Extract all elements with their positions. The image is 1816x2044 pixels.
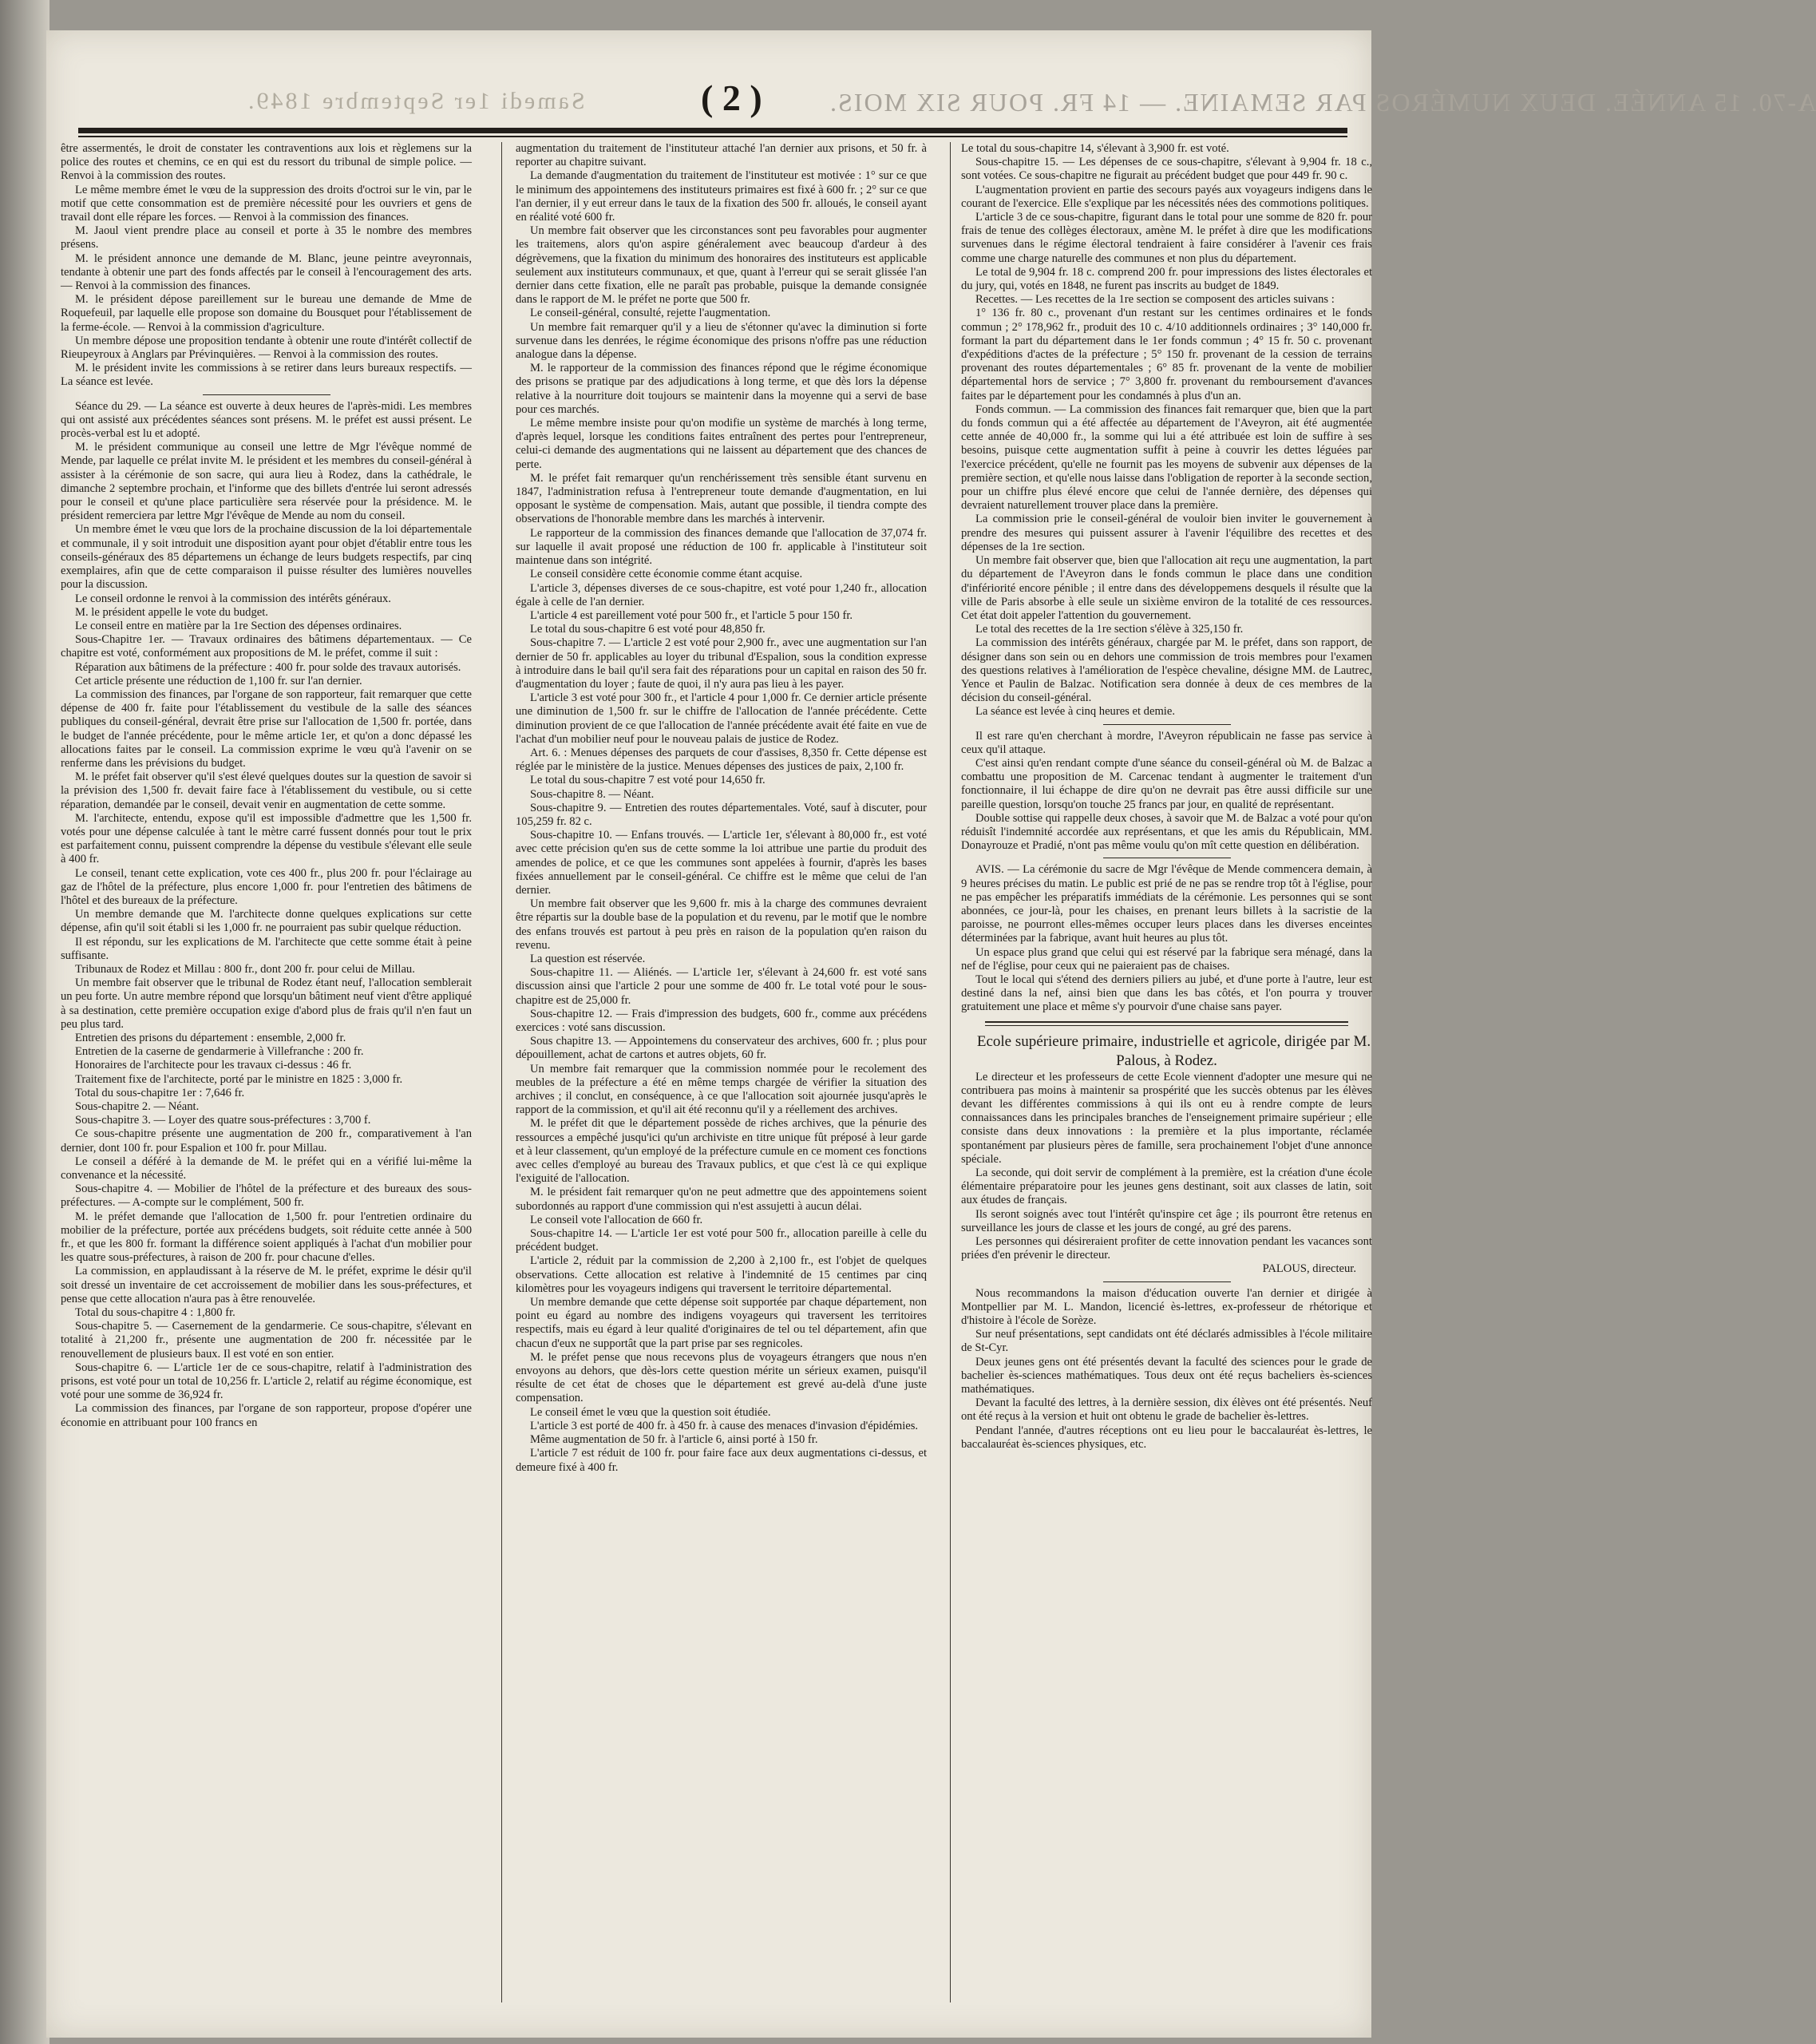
paragraph: Fonds commun. — La commission des finances fait remarquer que, bien que la part du fonds commun qui a été affectée au département de l'Aveyron, ait été augmentée cette année de 40,000 fr., la somme qui lui a été attribuée est loin de suffire à ses besoins, puisque cette augmentation suffit à peine à couvrir les dettes léguées par l'exercice précédent, qu'elle ne fournit pas les moyens de subvenir aux dépenses de la première section, et qu'elle nous laisse dans l'obligation de reporter à la seconde section, pour un chiffre plus élevé encore que celui de l'année dernière, des dépenses qui devraient naturellement trouver place dans la première. [961, 402, 1372, 513]
paragraph: L'article 2, réduit par la commission de 2,200 à 2,100 fr., est l'objet de quelques observations. Cette allocation est relative à l'indemnité de 15 centimes par cinq kilomètres pour les voyageurs indigens qui traversent le territoire départemental. [516, 1254, 927, 1295]
header-bleedthrough-left: Samedi 1er Septembre 1849. [246, 88, 585, 114]
paragraph: Sous-chapitre 9. — Entretien des routes départementales. Voté, sauf à discuter, pour 105,259 fr. 82 c. [516, 801, 927, 828]
header-bleedthrough-right: A-70. 15 ANNÉE. DEUX NUMÉROS PAR SEMAINE. — 14 FR. POUR SIX MOIS. [829, 88, 1816, 117]
paragraph: 1° 136 fr. 80 c., provenant d'un restant sur les centimes ordinaires et le fonds commun ; 2° 178,962 fr., produit des 10 c. 4/10 additionnels ordinaires ; 3° 140,000 fr. formant la part du département dans le 1er fonds commun ; 4° 15 fr. 50 c. provenant d'expéditions d'actes de la préfecture ; 5° 150 fr. provenant de la cession de terrains provenant des routes départementales ; 6° 85 fr. provenant de la vente de mobilier départemental hors de service ; 7° 3,800 fr. provenant du remboursement d'avances faites par le département pour les condamnés à plus d'un an. [961, 307, 1372, 402]
scan-binding-edge [0, 0, 49, 2044]
paragraph: AVIS. — La cérémonie du sacre de Mgr l'évêque de Mende commencera demain, à 9 heures précises du matin. Le public est prié de ne pas se rendre trop tôt à l'église, pour ne pas empêcher les préparatifs immédiats de la cérémonie. Les personnes qui se sont abonnées, ce jour-là, pour les chaises, en prenant leurs billets à la sacristie de la paroisse, ne pourront elles-mêmes occuper leurs places dans les diverses enceintes déterminées par la fabrique, avant huit heures au plus tôt. [961, 863, 1372, 945]
paragraph: Le conseil, tenant cette explication, vote ces 400 fr., plus 200 fr. pour l'éclairage au gaz de l'hôtel de la préfecture, plus encore 1,000 fr. pour l'entretien des bâtimens de l'hôtel et des bureaux de la préfecture. [61, 866, 472, 907]
paragraph: Ils seront soignés avec tout l'intérêt qu'inspire cet âge ; ils pourront être retenus en surveillance les jours de classe et les jours de congé, au gré des parens. [961, 1207, 1372, 1234]
paragraph: M. Jaoul vient prendre place au conseil et porte à 35 le nombre des membres présens. [61, 224, 472, 252]
paragraph: C'est ainsi qu'en rendant compte d'une séance du conseil-général où M. de Balzac a combattu une proposition de M. Carcenac tendant à augmenter le traitement d'un fonctionnaire, il lui échappe de dire qu'on ne devrait pas être aussi difficile sur une pareille question, lorsqu'on touche 25 francs par jour, en qualité de représentant. [961, 756, 1372, 811]
paragraph: Réparation aux bâtimens de la préfecture : 400 fr. pour solde des travaux autorisés. [75, 660, 461, 674]
paragraph: Les personnes qui désireraient profiter de cette innovation pendant les vacances sont priées d'en prévenir le directeur. [961, 1235, 1372, 1262]
section-rule [1103, 1281, 1231, 1282]
paragraph: augmentation du traitement de l'instituteur attaché l'an dernier aux prisons, et 50 fr. à reporter au chapitre suivant. [516, 142, 927, 169]
paragraph: M. le préfet demande que l'allocation de 1,500 fr. pour l'entretien ordinaire du mobilier de la préfecture, portée aux précédens budgets, soit réduite cette année à 500 fr., et que les 800 fr. formant la différence soient appliqués à l'achat d'un mobilier pour les quatre sous-préfectures, à raison de 200 fr. pour chacune d'elles. [61, 1210, 472, 1265]
paragraph: Le conseil vote l'allocation de 660 fr. [530, 1213, 703, 1226]
paragraph: Tribunaux de Rodez et Millau : 800 fr., dont 200 fr. pour celui de Millau. [75, 962, 415, 976]
paragraph: Cet article présente une réduction de 1,100 fr. sur l'an dernier. [75, 674, 362, 687]
paragraph: Ce sous-chapitre présente une augmentation de 200 fr., comparativement à l'an dernier, dont 100 fr. pour Espalion et 100 fr. pour Millau. [61, 1127, 472, 1155]
paragraph: M. l'architecte, entendu, expose qu'il est impossible d'admettre que les 1,500 fr. votés pour une dépense calculée à tant le mètre carré fussent donnés pour tout le prix est parfaitement connu, puissent comprendre la dépense du vestibule s'élevant elle seule à 400 fr. [61, 811, 472, 866]
paragraph: M. le préfet pense que nous recevons plus de voyageurs étrangers que nous n'en envoyons au dehors, que dès-lors cette question mérite un sérieux examen, puisqu'il résulte de cet état de choses que le département est grevé au-delà d'une juste compensation. [516, 1350, 927, 1405]
paragraph: Le directeur et les professeurs de cette Ecole viennent d'adopter une mesure qui ne contribuera pas moins à maintenir sa prospérité que les succès obtenus par les élèves devant les différentes commissions à qui ils ont eu à rendre compte de leurs connaissances dans les principales branches de l'enseignement primaire supérieur ; elle consiste dans deux innovations : la première et la plus importante, réclamée spontanément par plusieurs pères de famille, sera prochainement l'objet d'une annonce spéciale. [961, 1070, 1372, 1166]
paragraph: Sous-chapitre 14. — L'article 1er est voté pour 500 fr., allocation pareille à celle du précédent budget. [516, 1227, 927, 1254]
paragraph: Le même membre émet le vœu de la suppression des droits d'octroi sur le vin, par le motif que cette consommation est de première nécessité pour les ouvriers et gens de travail dont elle répare les forces. — Renvoi à la commission des finances. [61, 183, 472, 224]
paragraph: Un espace plus grand que celui qui est réservé par la fabrique sera ménagé, dans la nef de l'église, pour ceux qui ne paieraient pas de chaises. [961, 945, 1372, 972]
page-number: ( 2 ) [701, 77, 762, 118]
paragraph: Le rapporteur de la commission des finances demande que l'allocation de 37,074 fr. sur laquelle il avait proposé une réduction de 100 fr. applicable à l'instituteur soit maintenue dans son intégrité. [516, 526, 927, 568]
column-divider [950, 142, 951, 2002]
paragraph: L'article 7 est réduit de 100 fr. pour faire face aux deux augmentations ci-dessus, et demeure fixé à 400 fr. [516, 1447, 927, 1474]
paragraph: Art. 6. : Menues dépenses des parquets de cour d'assises, 8,350 fr. Cette dépense est réglée par le ministère de la justice. Menues dépenses des justices de paix, 2,100 fr. [516, 746, 927, 774]
paragraph: L'article 3 est voté pour 300 fr., et l'article 4 pour 1,000 fr. Ce dernier article présente une diminution de 1,500 fr. sur le chiffre de l'allocation de l'année précédente. Cette diminution provient de ce que l'allocation de l'année précédente avait été faite en vue de l'achat d'un mobilier neuf pour le nouveau palais de justice de Rodez. [516, 691, 927, 746]
paragraph: Un membre fait observer que, bien que l'allocation ait reçu une augmentation, la part du département de l'Aveyron dans le fonds commun le place dans une condition d'infériorité encore pénible ; il entre dans des développemens desquels il résulte que la ville de Paris absorbe à elle seule un sixième environ de la totalité de ces ressources. Cet état doit appeler l'attention du gouvernement. [961, 554, 1372, 622]
section-rule [1103, 724, 1231, 725]
paragraph: M. le président fait remarquer qu'on ne peut admettre que des appointemens soient subordonnés au rapport d'une commission qui n'est assujetti à aucun délai. [516, 1186, 927, 1213]
paragraph: M. le préfet dit que le département possède de riches archives, que la pénurie des ressources a empêché jusqu'ici qu'un archiviste en titre unique fût préposé à leur garde et à leur classement, qu'un employé de la préfecture cumule en ce moment ces fonctions avec celles d'employé au bureau des Travaux publics, et que c'est là ce qui explique l'exiguité de l'allocation. [516, 1117, 927, 1186]
column-2 [516, 142, 927, 2010]
paragraph: L'article 3 de ce sous-chapitre, figurant dans le total pour une somme de 820 fr. pour frais de tenue des collèges électoraux, amène M. le préfet à dire que les modifications survenues dans le régime électoral tendraient à faire considérer à l'avenir ces frais comme une charge naturelle des communes et non plus du département. [961, 211, 1372, 265]
notice-rule [985, 1021, 1348, 1026]
paragraph: Total du sous-chapitre 4 : 1,800 fr. [75, 1306, 235, 1320]
paragraph: Devant la faculté des lettres, à la dernière session, dix élèves ont été présentés. Neuf ont été reçus à la version et huit ont obtenu le grade de bachelier ès-lettres. [961, 1396, 1372, 1424]
paragraph: Sous chapitre 13. — Appointemens du conservateur des archives, 600 fr. ; plus pour dépouillement, achat de cartons et autres objets, 60 fr. [516, 1035, 927, 1062]
paragraph: Un membre demande que M. l'architecte donne quelques explications sur cette dépense, afin qu'il soit établi si les 1,000 fr. ne pourraient pas subir quelque réduction. [61, 908, 472, 935]
paragraph: Un membre fait observer que les 9,600 fr. mis à la charge des communes devraient être répartis sur la double base de la population et du revenu, par le motif que le nombre des enfans trouvés est partout à peu près en raison de la population qu'en raison du revenu. [516, 897, 927, 952]
paragraph: Entretien de la caserne de gendarmerie à Villefranche : 200 fr. [75, 1045, 364, 1059]
paragraph: La commission, en applaudissant à la réserve de M. le préfet, exprime le désir qu'il soit dressé un inventaire de cet accroissement de mobilier dans les sous-préfectures, et pense que cette allocation n'aura pas à être renouvelée. [61, 1265, 472, 1305]
paragraph: Même augmentation de 50 fr. à l'article 6, ainsi porté à 150 fr. [530, 1433, 818, 1447]
paragraph: Le conseil entre en matière par la 1re Section des dépenses ordinaires. [75, 619, 402, 632]
paragraph: La demande d'augmentation du traitement de l'instituteur est motivée : 1° sur ce que le minimum des appointemens des instituteurs primaires est fixé à 600 fr. ; 2° sur ce que l'an dernier, il y eut erreur dans le taux de la fixation des 500 fr. alloués, le conseil ayant en réalité voté 600 fr. [516, 169, 927, 224]
paragraph: M. le président invite les commissions à se retirer dans leurs bureaux respectifs. — La séance est levée. [61, 362, 472, 389]
paragraph: être assermentés, le droit de constater les contraventions aux lois et règlemens sur la police des routes et chemins, ce en qui est du ressort du tribunal de simple police. — Renvoi à la commission des routes. [61, 142, 472, 183]
paragraph: Sur neuf présentations, sept candidats ont été déclarés admissibles à l'école militaire de St-Cyr. [961, 1328, 1372, 1355]
paragraph: Sous-chapitre 15. — Les dépenses de ce sous-chapitre, s'élevant à 9,904 fr. 18 c., sont votées. Ce sous-chapitre ne figurait au précédent budget que pour 449 fr. 90 c. [961, 156, 1372, 183]
paragraph: Double sottise qui rappelle deux choses, à savoir que M. de Balzac a voté pour qu'on réduisît l'indemnité accordée aux représentans, et que les amis du Républicain, MM. Donayrouze et Pradié, n'ont pas même voulu qu'on mît cette question en délibération. [961, 811, 1372, 853]
section-rule [203, 394, 330, 395]
column-divider [501, 142, 502, 2002]
paragraph: Le total du sous-chapitre 14, s'élevant à 3,900 fr. est voté. [961, 142, 1229, 155]
paragraph: La commission des intérêts généraux, chargée par M. le préfet, dans son rapport, de désigner dans son sein ou en dehors une commission de trois membres pour l'examen des questions relatives à l'amélioration de l'espèce chevaline, désigne MM. de Lautrec, Yence et Paulin de Balzac. Notification sera donnée à deux de ces membres de la décision du conseil-général. [961, 636, 1372, 705]
paragraph: L'article 3, dépenses diverses de ce sous-chapitre, est voté pour 1,240 fr., allocation égale à celle de l'an dernier. [516, 581, 927, 608]
paragraph: M. le rapporteur de la commission des finances répond que le régime économique des prisons se pratique par des adjudications à long terme, et que dès lors la dépense relative à la nourriture doit toujours se maintenir dans la moyenne qui a servi de base pour ces marchés. [516, 362, 927, 416]
paragraph: Le total de 9,904 fr. 18 c. comprend 200 fr. pour impressions des listes électorales et du jury, qui, votés en 1848, ne furent pas inscrits au budget de 1849. [961, 265, 1372, 293]
paragraph: M. le préfet fait observer qu'il s'est élevé quelques doutes sur la question de savoir si la prévision des 1,500 fr. devait faire face à l'établissement du vestibule, ou si cette réparation, demandée par le conseil, devait venir en augmentation de cette somme. [61, 770, 472, 811]
header-rule-thin [78, 136, 1347, 137]
paragraph: Le même membre insiste pour qu'on modifie un système de marchés à long terme, d'après lequel, lorsque les conditions faites entraînent des pertes pour l'entrepreneur, celui-ci demande des augmentations qui ne laissent au département que des chances de perte. [516, 417, 927, 471]
paragraph: L'augmentation provient en partie des secours payés aux voyageurs indigens dans le courant de l'exercice. Elle s'explique par les nécessités nées des commotions politiques. [961, 183, 1372, 210]
paragraph: Entretien des prisons du département : ensemble, 2,000 fr. [75, 1032, 346, 1044]
paragraph: Un membre dépose une proposition tendante à obtenir une route d'intérêt collectif de Rieupeyroux à Anglars par Prévinquières. — Renvoi à la commission des routes. [61, 334, 472, 362]
paragraph: La commission des finances, par l'organe de son rapporteur, fait remarquer que cette dépense de 400 fr. faite pour l'établissement du vestibule de la salle des séances publiques du conseil-général, devrait être prise sur l'allocation de 1,500 fr. portée, dans le budget de l'année précédente, pour le même article 1er, et qu'on a donc dépassé les allocations faites par le conseil. La commission exprime le vœu qu'à l'avenir on se renferme dans les prévisions du budget. [61, 687, 472, 770]
paragraph: Tout le local qui s'étend des derniers piliers au jubé, et d'une porte à l'autre, leur est destiné dans la nef, ainsi bien que dans les bas côtés, et l'on pourra y trouver gratuitement une place et même s'y pourvoir d'une chaise sans payer. [961, 972, 1372, 1014]
paragraph: M. le président annonce une demande de M. Blanc, jeune peintre aveyronnais, tendante à obtenir une part des fonds affectés par le conseil à l'encouragement des arts. — Renvoi à la commission des finances. [61, 252, 472, 293]
paragraph: Honoraires de l'architecte pour les travaux ci-dessus : 46 fr. [75, 1059, 352, 1072]
signature: PALOUS, directeur. [1262, 1262, 1356, 1276]
paragraph: Un membre fait remarquer qu'il y a lieu de s'étonner qu'avec la diminution si forte survenue dans les denrées, le régime économique des prisons n'offre pas une réduction analogue dans la dépense. [516, 320, 927, 362]
paragraph: Traitement fixe de l'architecte, porté par le ministre en 1825 : 3,000 fr. [75, 1072, 403, 1086]
paragraph: Sous-chapitre 8. — Néant. [530, 787, 655, 801]
paragraph: Sous-chapitre 10. — Enfans trouvés. — L'article 1er, s'élevant à 80,000 fr., est voté avec cette précision qu'en sus de cette somme la loi attribue une partie du produit des amendes de police, et ce que les communes sont appelées à fournir, d'après les bases fixées annuellement par le conseil-général. Ce chiffre est le même que celui de l'an dernier. [516, 829, 927, 897]
paragraph: Le total du sous-chapitre 6 est voté pour 48,850 fr. [530, 623, 766, 636]
paragraph: Nous recommandons la maison d'éducation ouverte l'an dernier et dirigée à Montpellier par M. L. Mandon, licencié ès-lettres, ex-professeur de rhétorique et d'histoire à l'école de Sorèze. [961, 1286, 1372, 1328]
newspaper-page [46, 30, 1816, 2038]
column-3 [961, 142, 1372, 2010]
column-1 [61, 142, 472, 2010]
paragraph: M. le président dépose pareillement sur le bureau une demande de Mme de Roquefeuil, par laquelle elle propose son domaine du Bousquet pour l'établissement de la ferme-école. — Renvoi à la commission d'agriculture. [61, 293, 472, 334]
paragraph: L'article 3 est porté de 400 fr. à 450 fr. à cause des menaces d'invasion d'épidémies. [530, 1419, 919, 1432]
paragraph: Sous-chapitre 7. — L'article 2 est voté pour 2,900 fr., avec une augmentation sur l'an dernier de 50 fr. applicables au loyer du tribunal d'Espalion, sous la condition expresse à introduire dans le bail qu'il sera fait des réparations pour un capital en raison des 50 fr. d'augmentation du loyer ; faute de quoi, il n'y aura pas lieu à les payer. [516, 636, 927, 691]
school-notice-title: Ecole supérieure primaire, industrielle et agricole, dirigée par M. Palous, à Rodez. [976, 1032, 1371, 1069]
paragraph: Le total des recettes de la 1re section s'élève à 325,150 fr. [975, 623, 1244, 636]
paragraph: Le conseil a déféré à la demande de M. le préfet qui en a vérifié lui-même la convenance et la nécessité. [61, 1155, 472, 1182]
paragraph: La commission prie le conseil-général de vouloir bien inviter le gouvernement à prendre des mesures qui puissent assurer à l'avenir l'équilibre des recettes et des dépenses de la 1re section. [961, 513, 1372, 553]
paragraph: Le conseil-général, consulté, rejette l'augmentation. [530, 307, 771, 320]
paragraph: Le total du sous-chapitre 7 est voté pour 14,650 fr. [530, 774, 766, 787]
paragraph: M. le président communique au conseil une lettre de Mgr l'évêque nommé de Mende, par laquelle ce prélat invite M. le président et les membres du conseil-général à assister à la cérémonie de son sacre, qui aura lieu à Rodez, dans la cathédrale, le dimanche 2 septembre prochain, et l'informe que des billets d'entrée lui seront adressés pour le conseil et qu'une place particulière sera réservée pour la présidence. M. le président remerciera par lettre Mgr l'évêque de Mende au nom du conseil. [61, 441, 472, 523]
paragraph: La question est réservée. [530, 952, 646, 965]
paragraph: Un membre fait remarquer que la commission nommée pour le recolement des meubles de la préfecture a été en même temps chargée de vérifier la situation des archives ; il conclut, en conséquence, à ce que l'allocation soit ajournée jusqu'après le rapport de la commission, et qu'il ait été reconnu qu'il y a réellement des archives. [516, 1062, 927, 1117]
paragraph: Un membre fait observer que le tribunal de Rodez étant neuf, l'allocation semblerait un peu forte. Un autre membre répond que lorsqu'un bâtiment neuf vient d'être appliqué à sa destination, cette première occupation exige d'abord plus de frais qu'il n'en faut un peu plus tard. [61, 976, 472, 1031]
paragraph: Sous-chapitre 4. — Mobilier de l'hôtel de la préfecture et des bureaux des sous-préfectures. — A-compte sur le complément, 500 fr. [61, 1182, 472, 1210]
paragraph: Recettes. — Les recettes de la 1re section se composent des articles suivans : [975, 293, 1335, 307]
paragraph: Il est répondu, sur les explications de M. l'architecte que cette somme était à peine suffisante. [61, 935, 472, 962]
paragraph: L'article 4 est pareillement voté pour 500 fr., et l'article 5 pour 150 fr. [530, 608, 853, 622]
paragraph: La séance est levée à cinq heures et demie. [975, 705, 1175, 719]
paragraph: Sous-chapitre 11. — Aliénés. — L'article 1er, s'élevant à 24,600 fr. est voté sans discussion ainsi que l'article 2 pour une somme de 400 fr. Le total voté pour le sous-chapitre est de 25,000 fr. [516, 966, 927, 1007]
header-rule-thick [78, 128, 1347, 133]
paragraph: Sous-chapitre 5. — Casernement de la gendarmerie. Ce sous-chapitre, s'élevant en totalité à 21,200 fr., présente une augmentation de 200 fr. nécessitée par le renouvellement de plusieurs baux. Il est voté en son entier. [61, 1320, 472, 1361]
paragraph: Le conseil émet le vœu que la question soit étudiée. [530, 1405, 771, 1419]
paragraph: Un membre demande que cette dépense soit supportée par chaque département, non point eu égard au nombre des indigens voyageurs qui traversent les territoires respectifs, mais eu égard à leur qualité d'originaires de tel ou tel département, afin que chacun d'eux ne supportât que la part prise par ses regnicoles. [516, 1296, 927, 1350]
paragraph: Sous-Chapitre 1er. — Travaux ordinaires des bâtimens départementaux. — Ce chapitre est voté, conformément aux propositions de M. le préfet, comme il suit : [61, 633, 472, 660]
paragraph: Deux jeunes gens ont été présentés devant la faculté des sciences pour le grade de bachelier ès-sciences mathématiques. Tous deux ont été reçus bacheliers ès-sciences mathématiques. [961, 1355, 1372, 1396]
paragraph: Un membre émet le vœu que lors de la prochaine discussion de la loi départementale et communale, il y soit introduit une disposition ayant pour objet d'établir entre tous les conseils-généraux des 85 départemens un échange de leurs budgets respectifs, par cinq exemplaires, afin que de cette comparaison il puisse résulter des lumières nouvelles pour la discussion. [61, 523, 472, 592]
paragraph: Il est rare qu'en cherchant à mordre, l'Aveyron républicain ne fasse pas service à ceux qu'il attaque. [961, 729, 1372, 756]
paragraph: Séance du 29. — La séance est ouverte à deux heures de l'après-midi. Les membres qui ont assisté aux précédentes séances sont présens. M. le préfet est aussi présent. Le procès-verbal est lu et adopté. [61, 399, 472, 441]
paragraph: Sous-chapitre 12. — Frais d'impression des budgets, 600 fr., comme aux précédens exercices : voté sans discussion. [516, 1007, 927, 1034]
paragraph: Total du sous-chapitre 1er : 7,646 fr. [75, 1086, 245, 1099]
paragraph: Le conseil considère cette économie comme étant acquise. [530, 568, 803, 581]
paragraph: Sous-chapitre 6. — L'article 1er de ce sous-chapitre, relatif à l'administration des prisons, est voté pour un total de 10,256 fr. L'article 2, relatif au régime économique, est voté pour une somme de 36,924 fr. [61, 1361, 472, 1402]
paragraph: La seconde, qui doit servir de complément à la première, est la création d'une école élémentaire préparatoire pour les jeunes gens destinant, soit aux classes de latin, soit aux études de français. [961, 1167, 1372, 1207]
paragraph: Le conseil ordonne le renvoi à la commission des intérêts généraux. [75, 592, 391, 605]
paragraph: Sous-chapitre 2. — Néant. [75, 1100, 200, 1114]
paragraph: Pendant l'année, d'autres réceptions ont eu lieu pour le baccalauréat ès-lettres, le baccalauréat ès-sciences physiques, etc. [961, 1424, 1372, 1451]
paragraph: Un membre fait observer que les circonstances sont peu favorables pour augmenter les traitemens, alors qu'on aspire généralement avec beaucoup d'ardeur à des dégrèvemens, que la fixation du minimum des honoraires des instituteurs est applicable seulement aux instituteurs communaux, et que, quant à l'erreur qui se serait glissée l'an dernier dans cette fixation, elle ne paraît pas probable, puisque la demande consignée dans le rapport de M. le préfet ne porte que 500 fr. [516, 224, 927, 307]
page-header [46, 77, 1816, 125]
paragraph: M. le préfet fait remarquer qu'un renchérissement très sensible étant survenu en 1847, l'administration refusa à l'entrepreneur toute demande d'augmentation, en lui opposant le système de compensation. Mais, autant que possible, il tiendra compte des observations de l'honorable membre dans les marchés à intervenir. [516, 471, 927, 526]
paragraph: La commission des finances, par l'organe de son rapporteur, propose d'opérer une économie en attribuant pour 100 francs en [61, 1402, 472, 1429]
paragraph: M. le président appelle le vote du budget. [75, 605, 268, 619]
paragraph: Sous-chapitre 3. — Loyer des quatre sous-préfectures : 3,700 f. [75, 1114, 371, 1127]
